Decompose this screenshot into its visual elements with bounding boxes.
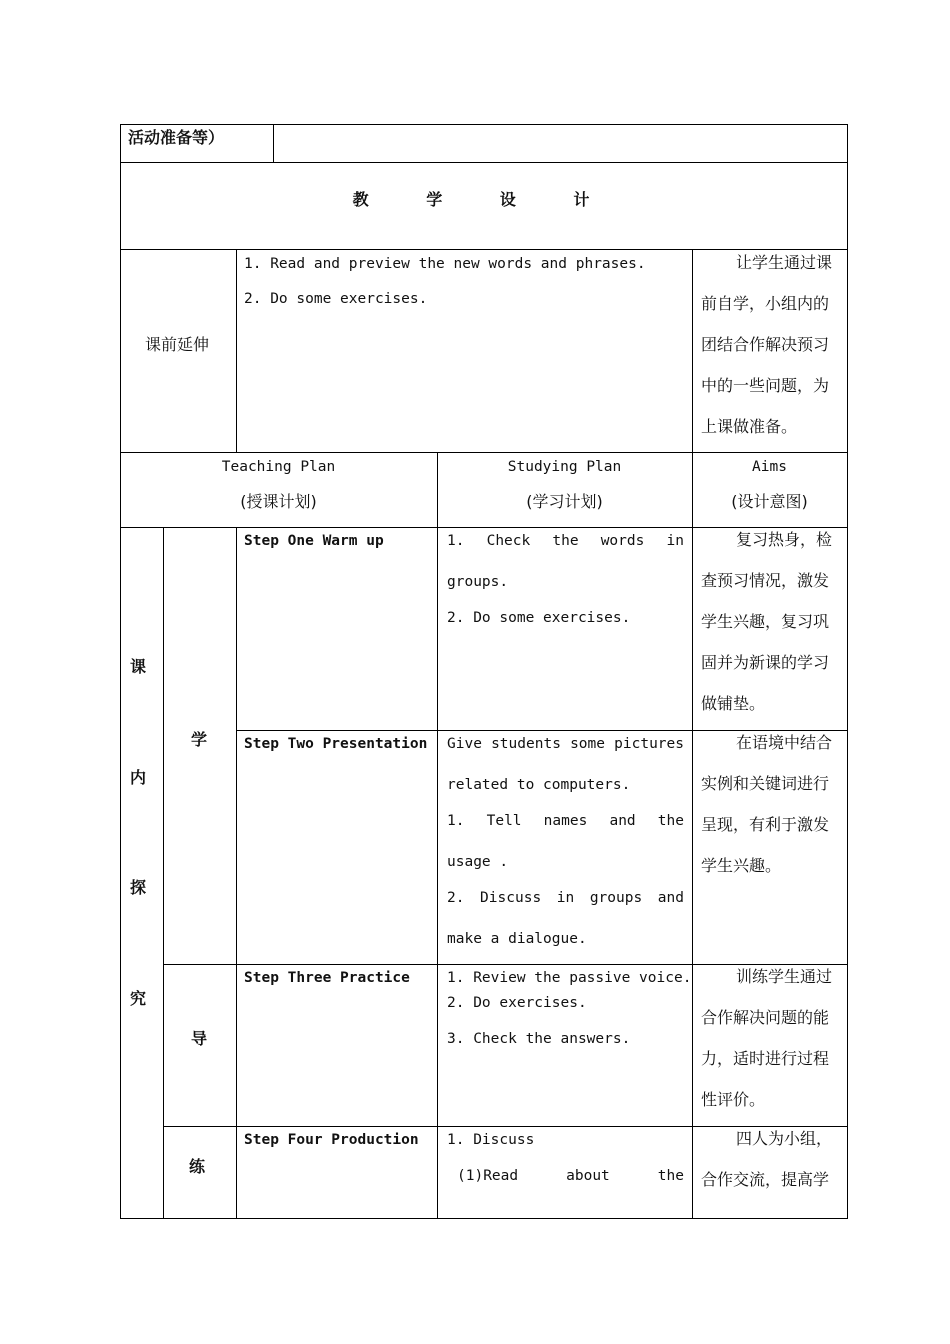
step-study-line: 2. Do some exercises. bbox=[447, 610, 631, 626]
col-divider bbox=[163, 527, 164, 1219]
col-divider bbox=[236, 249, 237, 452]
pre-class-aim-line: 上课做准备。 bbox=[701, 417, 798, 436]
step-aim-line: 学生兴趣，复习巩 bbox=[701, 612, 830, 631]
step-aim-line: 性评价。 bbox=[701, 1090, 766, 1109]
step-study-line: 1. Review the passive voice. bbox=[447, 970, 692, 986]
step-study-line: 2. Discuss in groups and bbox=[447, 890, 684, 906]
step-aim-line: 学生兴趣。 bbox=[701, 856, 782, 875]
pre-class-item: 1. Read and preview the new words and phrases. bbox=[244, 256, 646, 272]
pre-class-label: 课前延伸 bbox=[145, 335, 210, 354]
step-aim-line: 训练学生通过 bbox=[736, 967, 833, 986]
pre-class-item: 2. Do some exercises. bbox=[244, 291, 428, 307]
teaching-plan-header: Teaching Plan bbox=[221, 459, 336, 475]
step-aim-line: 合作解决问题的能 bbox=[701, 1008, 830, 1027]
row-divider bbox=[120, 249, 848, 250]
row-divider bbox=[236, 730, 848, 731]
step-study-line: Give students some pictures bbox=[447, 736, 684, 752]
side-label-char: 究 bbox=[130, 989, 147, 1008]
pre-class-aim-line: 让学生通过课 bbox=[736, 253, 833, 272]
col-divider bbox=[692, 249, 693, 1219]
step-aim-line: 四人为小组， bbox=[736, 1129, 833, 1148]
pre-class-aim-line: 中的一些问题，为 bbox=[701, 376, 830, 395]
step-study-line: (1)Read about the bbox=[457, 1168, 684, 1184]
table-border-bottom bbox=[120, 1218, 848, 1219]
side-label-char: 探 bbox=[130, 878, 147, 897]
step-title: Step Four Production bbox=[244, 1132, 419, 1148]
col-divider bbox=[437, 452, 438, 1219]
step-title: Step Three Practice bbox=[244, 970, 410, 986]
step-aim-line: 做铺垫。 bbox=[701, 694, 766, 713]
row-divider bbox=[163, 1126, 848, 1127]
step-study-line: make a dialogue. bbox=[447, 931, 587, 947]
pre-class-aim-line: 团结合作解决预习 bbox=[701, 335, 830, 354]
step-study-line: 3. Check the answers. bbox=[447, 1031, 631, 1047]
header-row-label: 活动准备等） bbox=[128, 128, 225, 147]
side-label-char: 内 bbox=[130, 768, 147, 787]
step-study-line: 2. Do exercises. bbox=[447, 995, 587, 1011]
step-study-line: 1. Discuss bbox=[447, 1132, 535, 1148]
step-study-word: words bbox=[600, 533, 645, 549]
step-study-word: in bbox=[666, 533, 684, 549]
row-divider bbox=[120, 162, 848, 163]
phase-label-dao: 导 bbox=[191, 1029, 208, 1048]
step-title: Step One Warm up bbox=[244, 533, 384, 549]
step-study-line: 1. Tell names and the bbox=[447, 813, 684, 829]
table-border-left bbox=[120, 124, 121, 1219]
aims-header: Aims bbox=[752, 459, 787, 475]
step-aim-line: 合作交流，提高学 bbox=[701, 1170, 830, 1189]
table-border-right bbox=[847, 124, 848, 1219]
step-aim-line: 实例和关键词进行 bbox=[701, 774, 830, 793]
row-divider bbox=[120, 452, 848, 453]
col-divider bbox=[273, 124, 274, 162]
step-study-line: related to computers. bbox=[447, 777, 631, 793]
step-aim-line: 在语境中结合 bbox=[736, 733, 833, 752]
step-study-line: groups. bbox=[447, 574, 509, 590]
step-aim-line: 固并为新课的学习 bbox=[701, 653, 830, 672]
step-aim-line: 呈现，有利于激发 bbox=[701, 815, 830, 834]
teaching-plan-header-cn: (授课计划) bbox=[240, 492, 317, 511]
step-study-line bbox=[447, 531, 684, 551]
phase-label-lian: 练 bbox=[189, 1157, 206, 1176]
step-aim-line: 力，适时进行过程 bbox=[701, 1049, 830, 1068]
step-study-word: Check bbox=[486, 533, 531, 549]
studying-plan-header: Studying Plan bbox=[507, 459, 622, 475]
side-label-char: 课 bbox=[130, 657, 147, 676]
section-title: 教 学 设 计 bbox=[352, 190, 616, 209]
aims-header-cn: (设计意图) bbox=[731, 492, 808, 511]
step-aim-line: 查预习情况，激发 bbox=[701, 571, 830, 590]
step-study-word: 1. bbox=[447, 533, 465, 549]
row-divider bbox=[120, 527, 848, 528]
studying-plan-header-cn: (学习计划) bbox=[526, 492, 603, 511]
step-aim-line: 复习热身，检 bbox=[736, 530, 833, 549]
pre-class-aim-line: 前自学，小组内的 bbox=[701, 294, 830, 313]
row-divider bbox=[163, 964, 848, 965]
table-border-top bbox=[120, 124, 848, 125]
col-divider bbox=[236, 527, 237, 1219]
phase-label-xue: 学 bbox=[191, 730, 208, 749]
step-study-word: the bbox=[552, 533, 579, 549]
step-study-line: usage . bbox=[447, 854, 509, 870]
step-title: Step Two Presentation bbox=[244, 736, 428, 752]
